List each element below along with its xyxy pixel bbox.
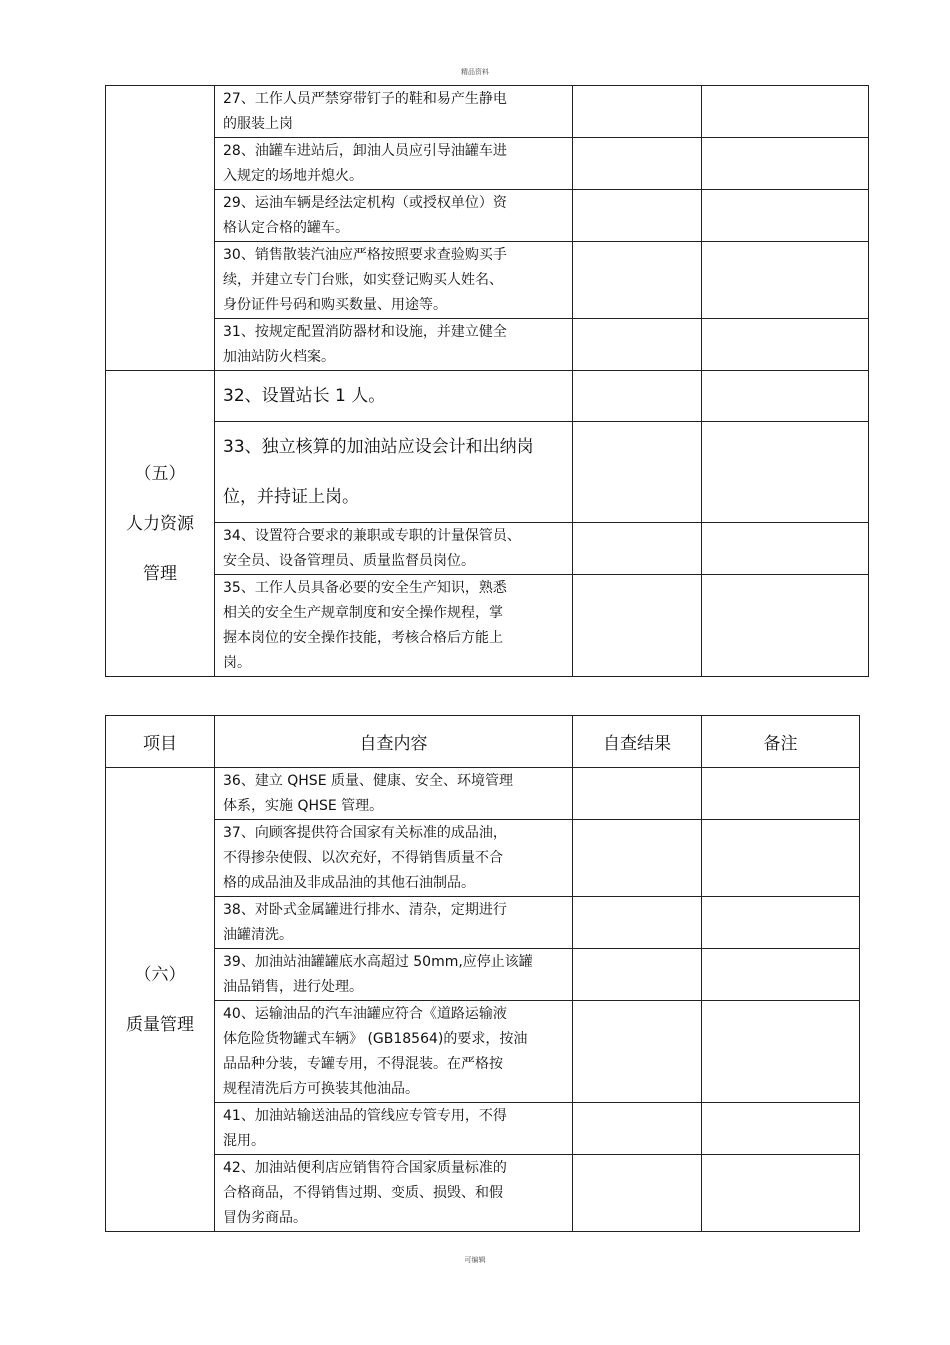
content-cell	[215, 190, 573, 242]
table-row	[106, 242, 869, 319]
content-cell	[215, 1155, 573, 1232]
content-cell	[215, 820, 573, 897]
item-29-text: 29、运油车辆是经法定机构（或授权单位）资 格认定合格的罐车。	[223, 195, 507, 236]
table-row	[106, 1001, 860, 1103]
table-row	[106, 1103, 860, 1155]
content-cell	[215, 242, 573, 319]
content-cell	[215, 1001, 573, 1103]
table-row	[106, 190, 869, 242]
table-row	[106, 768, 860, 820]
content-cell	[215, 523, 573, 575]
item-33-text: 33、独立核算的加油站应设会计和出纳岗 位，并持证上岗。	[223, 437, 534, 507]
result-cell[interactable]	[573, 949, 702, 1001]
content-cell	[215, 768, 573, 820]
item-39-text: 39、加油站油罐罐底水高超过 50mm,应停止该罐 油品销售，进行处理。	[223, 954, 533, 995]
table-header-row	[106, 716, 860, 768]
remark-cell[interactable]	[702, 1103, 860, 1155]
remark-cell[interactable]	[702, 949, 860, 1001]
result-cell[interactable]	[573, 371, 702, 422]
item-42-text: 42、加油站便利店应销售符合国家质量标准的 合格商品，不得销售过期、变质、损毁、和假 冒伪劣商品。	[223, 1160, 507, 1226]
remark-cell[interactable]	[702, 86, 869, 138]
remark-cell[interactable]	[702, 371, 869, 422]
remark-cell[interactable]	[702, 190, 869, 242]
remark-cell[interactable]	[702, 1001, 860, 1103]
result-cell[interactable]	[573, 768, 702, 820]
item-34-text: 34、设置符合要求的兼职或专职的计量保管员、 安全员、设备管理员、质量监督员岗位。	[223, 528, 521, 569]
remark-cell[interactable]	[702, 575, 869, 677]
header-item: 项目	[106, 716, 215, 768]
content-cell	[215, 138, 573, 190]
item-28-text: 28、油罐车进站后，卸油人员应引导油罐车进 入规定的场地并熄火。	[223, 143, 507, 184]
category-cell-quality: （六） 质量管理	[106, 768, 215, 1232]
result-cell[interactable]	[573, 575, 702, 677]
item-30-text: 30、销售散装汽油应严格按照要求查验购买手 续，并建立专门台账，如实登记购买人姓名、 身份证件号码和购买数量、用途等。	[223, 247, 507, 313]
remark-cell[interactable]	[702, 422, 869, 523]
remark-cell[interactable]	[702, 768, 860, 820]
content-cell	[215, 319, 573, 371]
item-31-text: 31、按规定配置消防器材和设施，并建立健全 加油站防火档案。	[223, 324, 507, 365]
checklist-table-quality	[105, 715, 860, 1232]
result-cell[interactable]	[573, 190, 702, 242]
header-remark: 备注	[702, 716, 860, 768]
result-cell[interactable]	[573, 820, 702, 897]
item-36-text: 36、建立 QHSE 质量、健康、安全、环境管理 体系，实施 QHSE 管理。	[223, 773, 513, 814]
result-cell[interactable]	[573, 897, 702, 949]
item-37-text: 37、向顾客提供符合国家有关标准的成品油， 不得掺杂使假、以次充好，不得销售质量不合 格的成品油及非成品油的其他石油制品。	[223, 825, 507, 891]
remark-cell[interactable]	[702, 820, 860, 897]
table-row	[106, 820, 860, 897]
content-cell	[215, 1103, 573, 1155]
table-row	[106, 422, 869, 523]
item-40-text: 40、运输油品的汽车油罐应符合《道路运输液 体危险货物罐式车辆》 (GB18564)的要求，按油 品品种分装，专罐专用，不得混装。在严格按 规程清洗后方可换装其他油品。	[223, 1006, 528, 1097]
content-cell	[215, 897, 573, 949]
item-27-text: 27、工作人员严禁穿带钉子的鞋和易产生静电 的服装上岗	[223, 91, 507, 132]
remark-cell[interactable]	[702, 138, 869, 190]
result-cell[interactable]	[573, 138, 702, 190]
checklist-table-continued	[105, 85, 869, 677]
table-row	[106, 138, 869, 190]
result-cell[interactable]	[573, 1001, 702, 1103]
category-cell-hr: （五） 人力资源 管理	[106, 371, 215, 677]
table-row	[106, 575, 869, 677]
result-cell[interactable]	[573, 242, 702, 319]
header-result: 自查结果	[573, 716, 702, 768]
remark-cell[interactable]	[702, 523, 869, 575]
page-footer-text: 可编辑	[464, 1256, 486, 1264]
page-header-text: 精品资料	[461, 68, 489, 76]
remark-cell[interactable]	[702, 1155, 860, 1232]
remark-cell[interactable]	[702, 897, 860, 949]
result-cell[interactable]	[573, 86, 702, 138]
result-cell[interactable]	[573, 319, 702, 371]
table-row	[106, 949, 860, 1001]
content-cell	[215, 86, 573, 138]
result-cell[interactable]	[573, 422, 702, 523]
content-cell	[215, 422, 573, 523]
item-32-text: 32、设置站长 1 人。	[223, 386, 386, 406]
item-41-text: 41、加油站输送油品的管线应专管专用，不得 混用。	[223, 1108, 507, 1149]
result-cell[interactable]	[573, 523, 702, 575]
content-cell	[215, 575, 573, 677]
content-cell	[215, 949, 573, 1001]
table-row	[106, 319, 869, 371]
table-row	[106, 371, 869, 422]
category-cell-empty	[106, 86, 215, 371]
table-row	[106, 897, 860, 949]
remark-cell[interactable]	[702, 242, 869, 319]
table-row	[106, 1155, 860, 1232]
result-cell[interactable]	[573, 1155, 702, 1232]
table-row	[106, 523, 869, 575]
remark-cell[interactable]	[702, 319, 869, 371]
content-cell	[215, 371, 573, 422]
header-content: 自查内容	[215, 716, 573, 768]
item-38-text: 38、对卧式金属罐进行排水、清杂，定期进行 油罐清洗。	[223, 902, 507, 943]
result-cell[interactable]	[573, 1103, 702, 1155]
item-35-text: 35、工作人员具备必要的安全生产知识，熟悉 相关的安全生产规章制度和安全操作规程，掌 握本岗位的安全操作技能，考核合格后方能上 岗。	[223, 580, 507, 671]
table-row	[106, 86, 869, 138]
